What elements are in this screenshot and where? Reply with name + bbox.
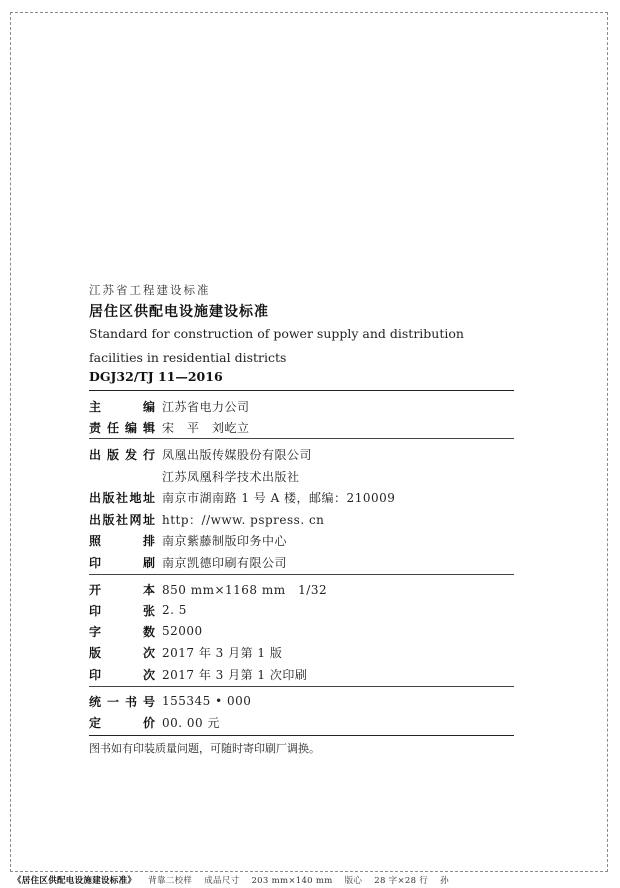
info-value: 南京凯德印刷有限公司 <box>162 555 288 570</box>
info-label: 出 版 社 地 址 <box>89 490 155 505</box>
title-english: Standard for construction of power supply and distribution facilities in residential districts <box>89 326 464 365</box>
info-label: 出 版 发 行 <box>89 447 155 462</box>
info-row-printing <box>89 551 287 573</box>
footer-title: 《居住区供配电设施建设标准》 <box>13 876 137 886</box>
info-row-typesetting <box>89 529 287 551</box>
info-value: 2017 年 3 月第 1 次印刷 <box>162 667 308 682</box>
info-value: 2017 年 3 月第 1 版 <box>162 645 283 660</box>
info-row-format <box>89 578 327 600</box>
info-label: 开 本 <box>89 582 155 597</box>
info-label: 字 数 <box>89 624 155 639</box>
info-value: 2. 5 <box>162 603 187 617</box>
info-row-editor <box>89 395 250 417</box>
divider-top <box>89 390 514 391</box>
divider-2 <box>89 574 514 575</box>
info-row-edition <box>89 641 282 663</box>
info-label: 责 任 编 辑 <box>89 420 155 435</box>
info-label: 主 编 <box>89 399 155 414</box>
info-value: http：//www. pspress. cn <box>162 512 325 527</box>
info-label: 印 张 <box>89 603 155 618</box>
info-row-address <box>89 486 395 508</box>
footer-core-label: 版心 <box>344 876 363 886</box>
info-value: 宋 平 刘屹立 <box>162 420 250 435</box>
footer-proof: 背靠二校样 <box>148 876 193 886</box>
info-value: 52000 <box>162 624 203 638</box>
title-chinese: 居住区供配电设施建设标准 <box>89 304 269 320</box>
info-row-word-count <box>89 620 203 642</box>
info-row-sheets <box>89 599 187 621</box>
footer-trail: 孙 <box>440 876 449 886</box>
print-footer <box>13 874 458 886</box>
info-value: 凤凰出版传媒股份有限公司 <box>162 447 313 462</box>
info-value: 南京紫藤制版印务中心 <box>162 533 288 548</box>
info-label: 统 一 书 号 <box>89 694 155 709</box>
info-label: 版 次 <box>89 645 155 660</box>
info-row-publisher-2 <box>89 465 300 487</box>
info-row-book-number <box>89 690 251 712</box>
divider-3 <box>89 686 514 687</box>
info-label: 定 价 <box>89 715 155 730</box>
divider-1 <box>89 438 514 439</box>
info-label: 印 次 <box>89 667 155 682</box>
info-value: 00. 00 元 <box>162 715 220 730</box>
series-name: 江苏省工程建设标准 <box>89 283 211 297</box>
info-row-price <box>89 711 220 733</box>
info-row-publisher <box>89 443 312 465</box>
footer-size-label: 成品尺寸 <box>204 876 240 886</box>
info-value: 江苏凤凰科学技术出版社 <box>162 469 300 484</box>
divider-bottom <box>89 735 514 736</box>
info-row-impression <box>89 663 307 685</box>
info-row-website <box>89 508 324 530</box>
quality-note: 图书如有印装质量问题，可随时寄印刷厂调换。 <box>89 742 320 755</box>
info-label: 出 版 社 网 址 <box>89 512 155 527</box>
info-value: 850 mm×1168 mm 1/32 <box>162 582 328 597</box>
info-value: 江苏省电力公司 <box>162 399 250 414</box>
info-label: 印 刷 <box>89 555 155 570</box>
info-row-responsible-editor <box>89 416 250 438</box>
footer-core-value: 28 字×28 行 <box>374 876 429 886</box>
info-label: 照 排 <box>89 533 155 548</box>
info-value: 南京市湖南路 1 号 A 楼，邮编：210009 <box>162 490 396 505</box>
footer-size-value: 203 mm×140 mm <box>251 876 333 886</box>
standard-code: DGJ32/TJ 11—2016 <box>89 369 223 384</box>
info-value: 155345 • 000 <box>162 694 252 708</box>
